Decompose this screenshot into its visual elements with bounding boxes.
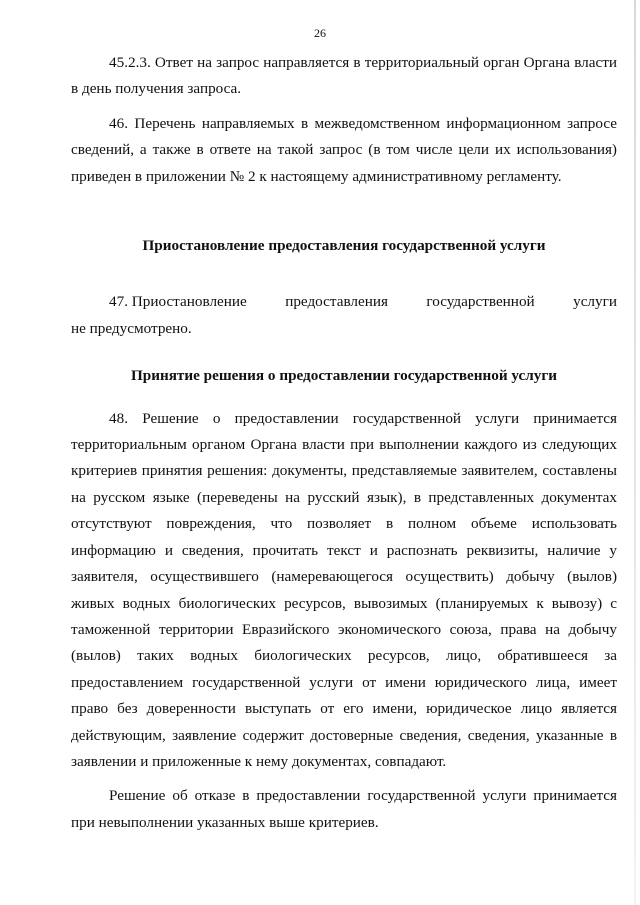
heading-decision: Принятие решения о предоставлении государственной услуги	[130, 367, 558, 385]
paragraph-46: 46. Перечень направляемых в межведомственном информационном запросе сведений, а также в ответе на такой запрос (в том числе цели их использования) приведен в приложении № 2 к настоящему административному регламенту.	[71, 114, 617, 185]
page-number: 26	[314, 26, 326, 40]
paragraph-47-word: предоставления	[285, 293, 388, 311]
paragraph-refusal: Решение об отказе в предоставлении государственной услуги принимается при невыполнении указанных выше критериев.	[71, 787, 617, 831]
paragraph-47-line-1	[71, 289, 617, 315]
paragraph-45-2-3: 45.2.3. Ответ на запрос направляется в территориальный орган Органа власти в день получения запроса.	[71, 54, 617, 98]
document-body	[71, 50, 617, 836]
scan-edge-shadow	[634, 0, 636, 905]
heading-suspension: Приостановление предоставления государственной услуги	[142, 237, 546, 255]
paragraph-47-word: услуги	[573, 293, 617, 311]
paragraph-47-word: 47. Приостановление	[109, 293, 247, 311]
paragraph-48: 48. Решение о предоставлении государственной услуги принимается территориальным органом Органа власти при выполнении каждого из следующих критериев принятия решения: документы, представляемые заявителем, составлены на русском языке (переведены на русский язык), в представленных документах отсутствуют повреждения, что позволяет в полном объеме использовать информацию и сведения, прочитать текст и распознать реквизиты, наличие у заявителя, осуществившего (намеревающегося осуществить) добычу (вылов) живых водных биологических ресурсов, вывозимых (планируемых к вывозу) с таможенной территории Евразийского экономического союза, права на добычу (вылов) таких водных биологических ресурсов, лицо, обратившееся за предоставлением государственной услуги от имени юридического лица, имеет право без доверенности выступать от его имени, юридическое лицо является действующим, заявление содержит достоверные сведения, сведения, указанные в заявлении и приложенные к нему документах, совпадают.	[71, 409, 617, 770]
paragraph-47-word: государственной	[426, 293, 535, 311]
paragraph-47-line-2: не предусмотрено.	[71, 319, 192, 337]
